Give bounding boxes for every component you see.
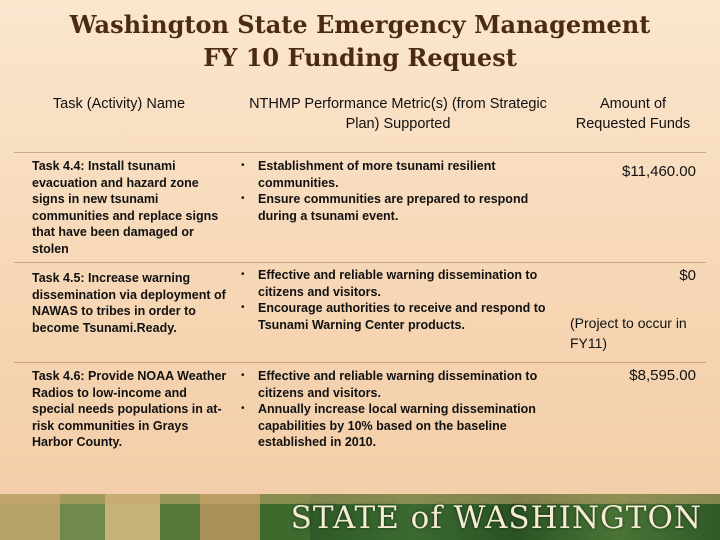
title-line-2: FY 10 Funding Request	[203, 43, 517, 72]
row-2-note: (Project to occur in FY11)	[570, 315, 687, 351]
row-divider-1	[14, 262, 706, 263]
row-2-metrics	[238, 267, 558, 333]
header-divider	[14, 152, 706, 153]
row-3-metrics	[238, 368, 558, 451]
row-divider-2	[14, 362, 706, 363]
row-1-metric-1: • Establishment of more tsunami resilient communities.	[238, 158, 554, 191]
row-1-amount: $11,460.00	[622, 163, 696, 180]
row-2-task: Task 4.5: Increase warning dissemination via deployment of NAWAS to tribes in order to become Tsunami.Ready.	[32, 271, 226, 335]
row-1-task: Task 4.4: Install tsunami evacuation and hazard zone signs in new tsunami communities and replace signs that have been damaged or stolen	[32, 159, 219, 256]
page-title	[0, 8, 720, 74]
row-3-task: Task 4.6: Provide NOAA Weather Radios to low-income and special needs populations in at-risk communities in Grays Harbor County.	[32, 369, 227, 449]
row-1-metric-2: • Ensure communities are prepared to respond during a tsunami event.	[238, 191, 554, 224]
row-2-metric-2: • Encourage authorities to receive and respond to Tsunami Warning Center products.	[238, 300, 558, 333]
row-3-amount: $8,595.00	[629, 367, 696, 384]
state-banner	[0, 494, 720, 540]
row-3-metric-1: • Effective and reliable warning dissemination to citizens and visitors.	[238, 368, 558, 401]
banner-text: STATE of WASHINGTON	[290, 500, 702, 536]
title-line-1: Washington State Emergency Management	[69, 10, 651, 39]
header-amount: Amount of Requested Funds	[575, 96, 691, 132]
row-3-metric-2: • Annually increase local warning dissemination capabilities by 10% based on the baseline established in 2010.	[238, 401, 558, 451]
header-metric: NTHMP Performance Metric(s) (from Strategic Plan) Supported	[249, 96, 547, 132]
header-task: Task (Activity) Name	[52, 96, 186, 112]
row-2-amount: $0	[679, 267, 696, 284]
row-1-metrics	[238, 158, 554, 224]
row-2-metric-1: • Effective and reliable warning dissemination to citizens and visitors.	[238, 267, 558, 300]
